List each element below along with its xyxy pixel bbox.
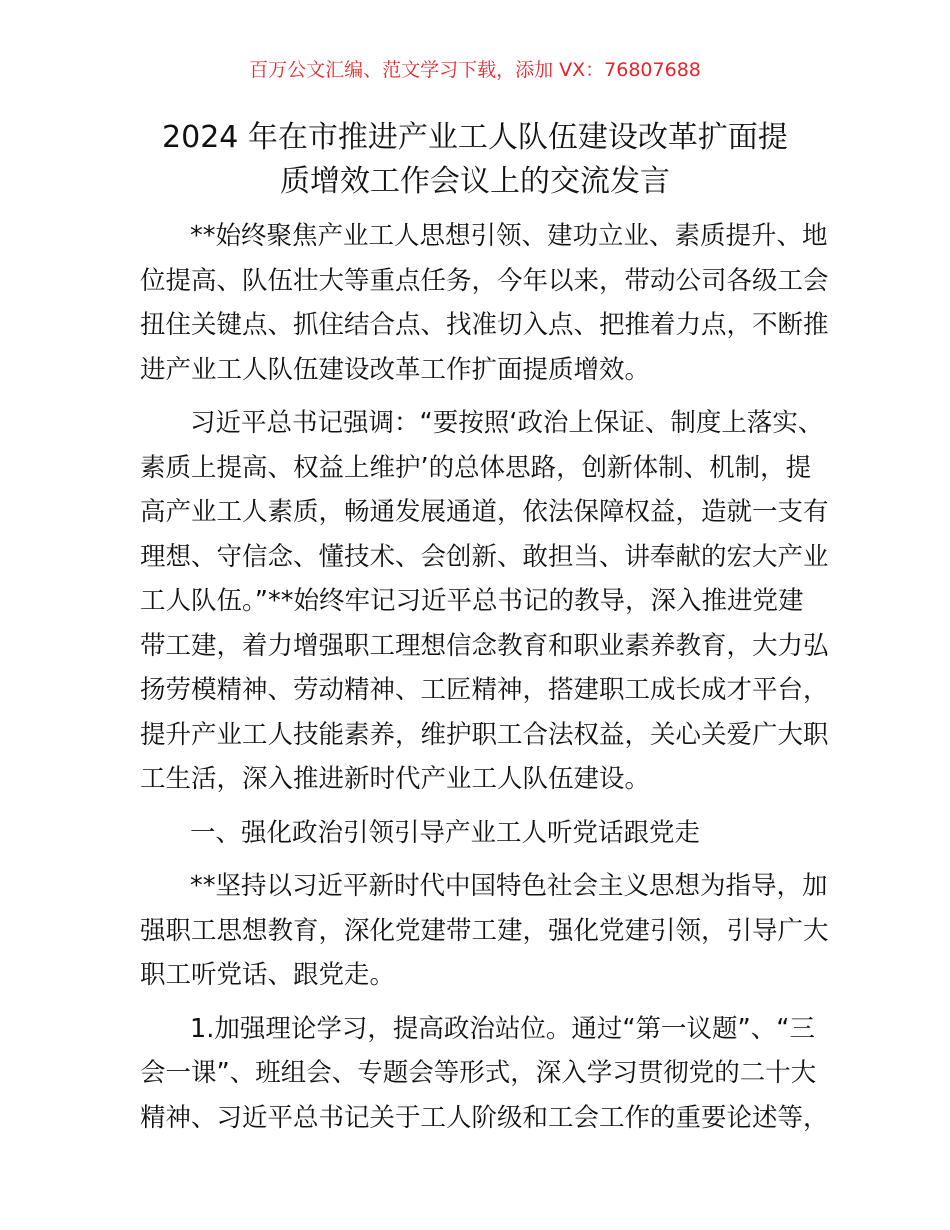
paragraph <box>140 214 829 392</box>
paragraph <box>140 401 829 802</box>
text-line: 工人队伍。”**始终牢记习近平总书记的教导，深入推进党建 <box>140 586 804 616</box>
document-title <box>0 116 950 204</box>
text-line: 1.加强理论学习，提高政治站位。通过“第一议题”、“三 <box>190 1013 815 1044</box>
text-line: 一、强化政治引领引导产业工人听党话跟党走 <box>190 817 701 848</box>
text-line: 位提高、队伍壮大等重点任务，今年以来，带动公司各级工会 <box>140 265 829 296</box>
text-line: 带工建，着力增强职工理想信念教育和职业素养教育，大力弘 <box>140 630 829 661</box>
text-line: **坚持以习近平新时代中国特色社会主义思想为指导，加 <box>190 871 828 901</box>
text-line: 扬劳模精神、劳动精神、工匠精神，搭建职工成长成才平台， <box>140 675 829 705</box>
watermark-header: 百万公文汇编、范文学习下载，添加 VX：76807688 <box>249 59 701 81</box>
text-line: 职工听党话、跟党走。 <box>140 960 396 990</box>
text-line: 会一课”、班组会、专题会等形式，深入学习贯彻党的二十大 <box>140 1058 817 1088</box>
document-body <box>140 214 829 1149</box>
text-line: 高产业工人素质，畅通发展通道，依法保障权益，造就一支有 <box>140 497 829 527</box>
section-heading <box>140 811 820 856</box>
text-line: 强职工思想教育，深化党建带工建，强化党建引领，引导广大 <box>140 915 829 946</box>
text-line: 理想、守信念、懂技术、会创新、敢担当、讲奉献的宏大产业 <box>140 541 829 572</box>
paragraph <box>140 864 829 998</box>
paragraph <box>140 1007 829 1141</box>
text-line: 习近平总书记强调：“要按照‘政治上保证、制度上落实、 <box>190 408 824 438</box>
text-line: 提升产业工人技能素养，维护职工合法权益，关心关爱广大职 <box>140 719 829 750</box>
text-line: 素质上提高、权益上维护’的总体思路，创新体制、机制，提 <box>140 452 812 483</box>
text-line: 进产业工人队伍建设改革工作扩面提质增效。 <box>140 354 651 385</box>
text-line: 扭住关键点、抓住结合点、找准切入点、把推着力点，不断推 <box>140 310 829 340</box>
title-line: 2024 年在市推进产业工人队伍建设改革扩面提 <box>162 120 788 155</box>
text-line: 工生活，深入推进新时代产业工人队伍建设。 <box>140 764 651 794</box>
title-line: 质增效工作会议上的交流发言 <box>280 164 670 199</box>
text-line: **始终聚焦产业工人思想引领、建功立业、素质提升、地 <box>190 221 828 251</box>
text-line: 精神、习近平总书记关于工人阶级和工会工作的重要论述等， <box>140 1102 829 1133</box>
